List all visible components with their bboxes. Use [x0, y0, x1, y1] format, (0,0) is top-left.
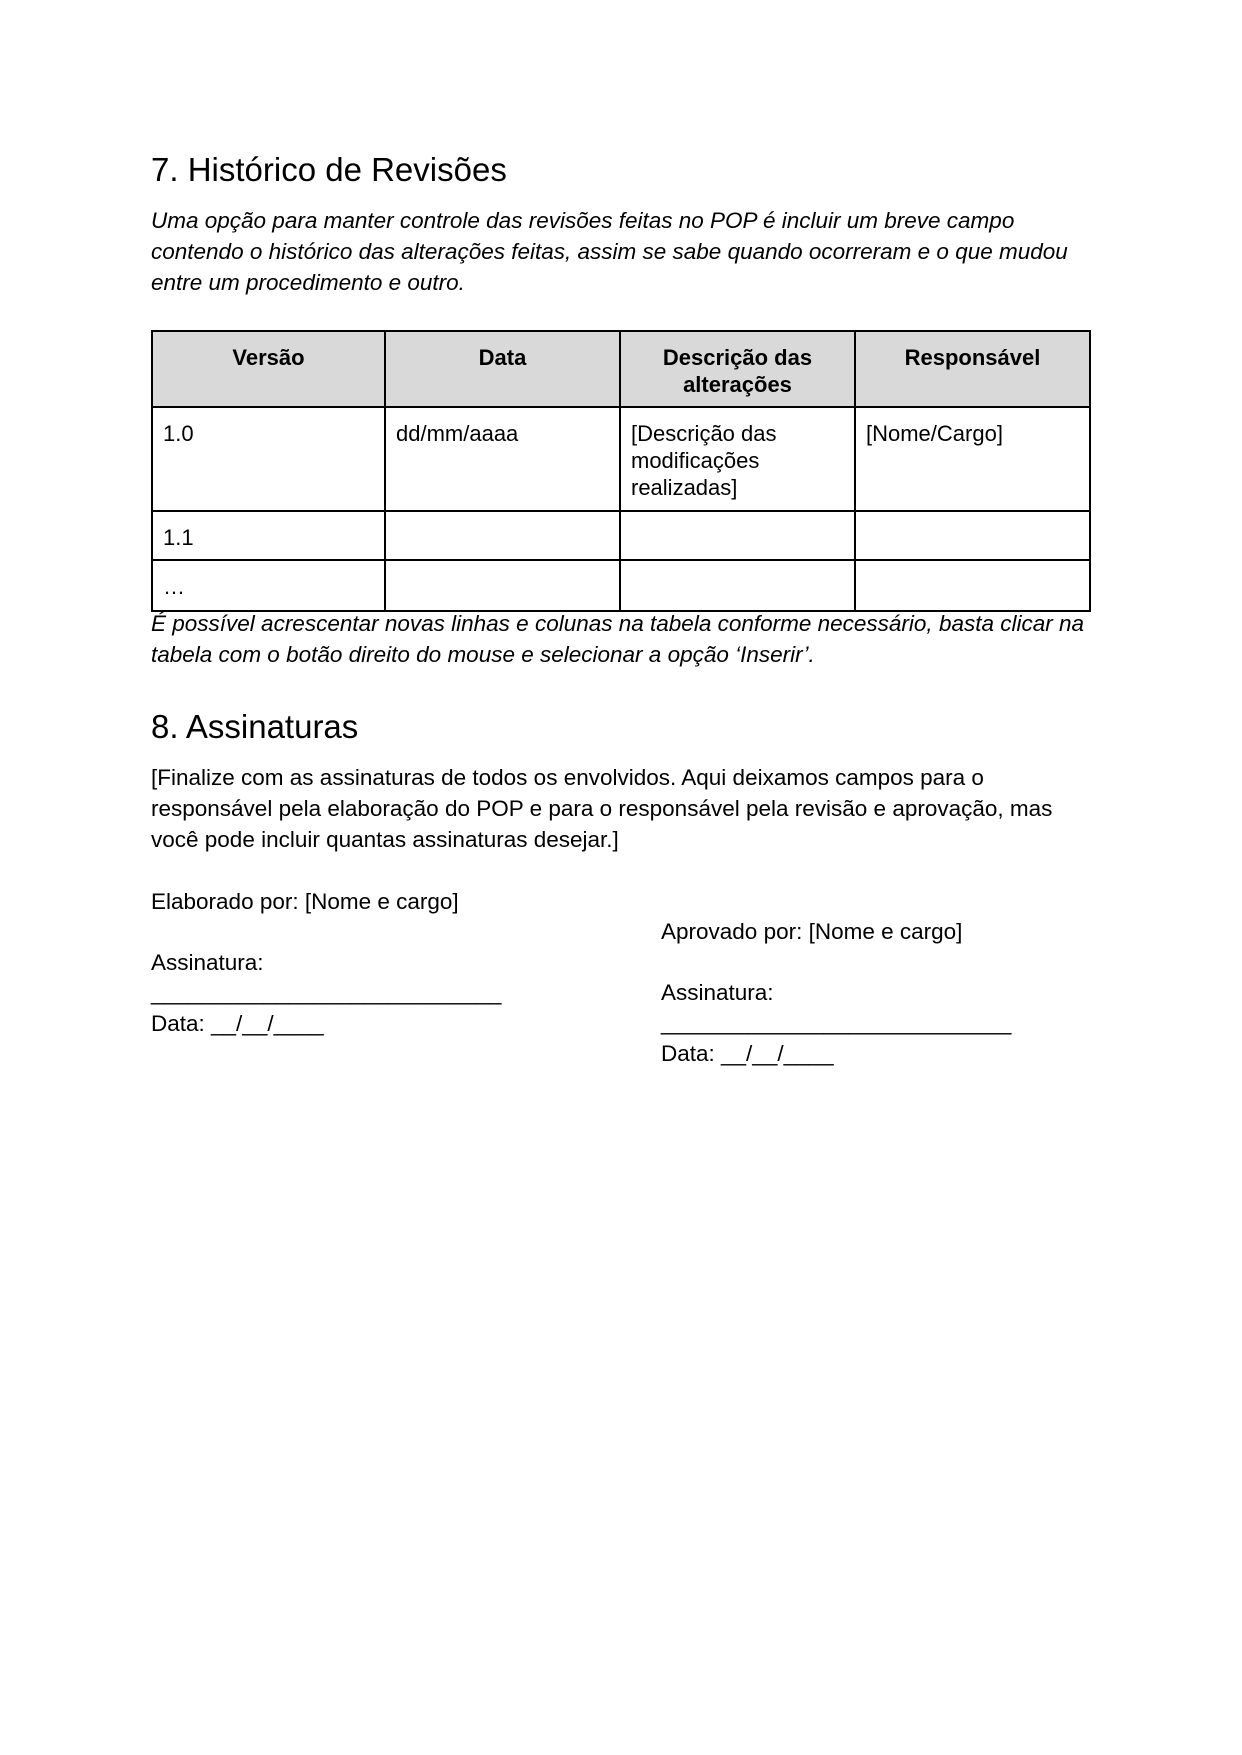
- right-date: Data: __/__/____: [661, 1041, 834, 1066]
- cell-date: [385, 511, 620, 560]
- table-header-row: [152, 331, 1090, 407]
- left-date: Data: __/__/____: [151, 1011, 324, 1036]
- header-descricao: Descrição das alterações: [620, 331, 855, 407]
- section-8-intro: [Finalize com as assinaturas de todos os envolvidos. Aqui deixamos campos para o responsável pela elaboração do POP e para o responsável pela revisão e aprovação, mas você pode incluir quantas assinaturas desejar.]: [151, 765, 1053, 852]
- section-7-intro: Uma opção para manter controle das revisões feitas no POP é incluir um breve campo contendo o histórico das alterações feitas, assim se sabe quando ocorreram e o que mudou entre um procedimento e outro.: [151, 208, 1068, 295]
- cell-description: [620, 560, 855, 611]
- section-7-title: 7. Histórico de Revisões: [151, 151, 507, 188]
- cell-description: [Descrição das modificações realizadas]: [620, 407, 855, 511]
- left-signature-label: Assinatura:: [151, 950, 264, 975]
- elaborated-by: Elaborado por: [Nome e cargo]: [151, 889, 459, 914]
- table-note: É possível acrescentar novas linhas e colunas na tabela conforme necessário, basta clicar na tabela com o botão direito do mouse e selecionar a opção ‘Inserir’.: [151, 611, 1085, 667]
- header-responsavel: Responsável: [855, 331, 1090, 407]
- section-8-title: 8. Assinaturas: [151, 708, 359, 745]
- cell-responsible: [855, 560, 1090, 611]
- right-signature-label: Assinatura:: [661, 980, 774, 1005]
- cell-version: 1.0: [152, 407, 385, 511]
- table-row: [152, 407, 1090, 511]
- table-row: [152, 511, 1090, 560]
- table-row: [152, 560, 1090, 611]
- cell-responsible: [855, 511, 1090, 560]
- right-signature-line: ____________________________: [661, 1010, 1012, 1035]
- header-versao: Versão: [152, 331, 385, 407]
- approved-by: Aprovado por: [Nome e cargo]: [661, 919, 963, 944]
- cell-responsible: [Nome/Cargo]: [855, 407, 1090, 511]
- cell-date: dd/mm/aaaa: [385, 407, 620, 511]
- header-data: Data: [385, 331, 620, 407]
- cell-version: 1.1: [152, 511, 385, 560]
- cell-version: …: [152, 560, 385, 611]
- revision-history-table: [151, 330, 1091, 612]
- cell-description: [620, 511, 855, 560]
- left-signature-line: ____________________________: [151, 980, 502, 1005]
- cell-date: [385, 560, 620, 611]
